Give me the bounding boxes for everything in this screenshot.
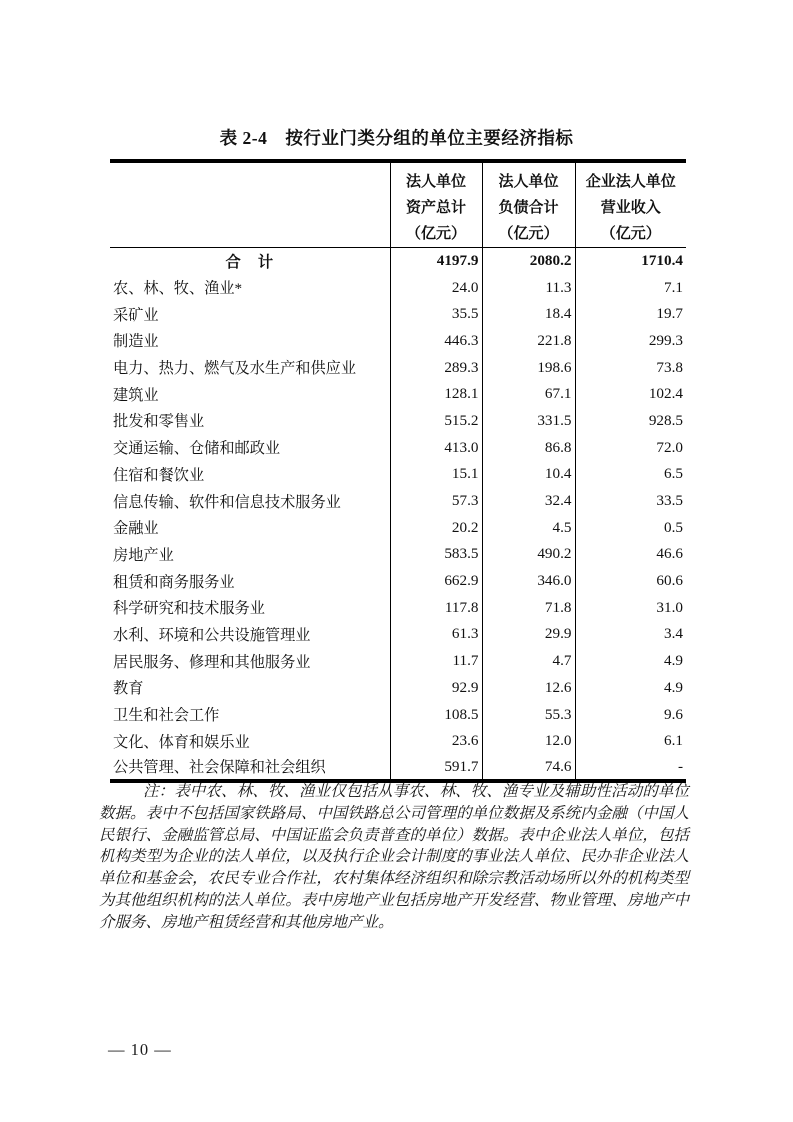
- cell-value: 15.1: [390, 461, 482, 488]
- industry-label: 信息传输、软件和信息技术服务业: [113, 493, 341, 511]
- industry-label: 租赁和商务服务业: [113, 573, 235, 591]
- cell-value: 33.5: [575, 488, 686, 515]
- cell-value: 12.0: [482, 728, 575, 755]
- industry-label: 批发和零售业: [113, 413, 205, 431]
- table-row: [110, 675, 686, 702]
- cell-value: 346.0: [482, 568, 575, 595]
- cell-value: 4.5: [482, 514, 575, 541]
- cell-value: 74.6: [482, 755, 575, 782]
- cell-value: 4197.9: [390, 248, 482, 275]
- table-title: 表 2-4 按行业门类分组的单位主要经济指标: [219, 128, 574, 148]
- header-line: 法人单位: [405, 174, 466, 190]
- industry-label: 采矿业: [113, 306, 159, 324]
- cell-value: 0.5: [575, 514, 686, 541]
- cell-value: 32.4: [482, 488, 575, 515]
- cell-value: 3.4: [575, 621, 686, 648]
- page-number: — 10 —: [108, 1040, 172, 1059]
- cell-value: 11.3: [482, 274, 575, 301]
- cell-value: 46.6: [575, 541, 686, 568]
- table-body: [110, 248, 686, 782]
- industry-label: 住宿和餐饮业: [113, 466, 205, 484]
- header-assets-column: [390, 161, 482, 248]
- cell-value: 73.8: [575, 354, 686, 381]
- cell-value: 18.4: [482, 301, 575, 328]
- total-row: [110, 248, 686, 275]
- cell-value: 299.3: [575, 328, 686, 355]
- industry-label: 公共管理、社会保障和社会组织: [113, 759, 326, 777]
- cell-value: 20.2: [390, 514, 482, 541]
- industry-label: 教育: [113, 680, 144, 698]
- header-line: 资产总计: [405, 200, 466, 216]
- cell-value: 1710.4: [575, 248, 686, 275]
- industry-label: 交通运输、仓储和邮政业: [113, 440, 281, 458]
- table-row: [110, 354, 686, 381]
- cell-value: 128.1: [390, 381, 482, 408]
- cell-value: 446.3: [390, 328, 482, 355]
- table-row: [110, 541, 686, 568]
- header-blank-cell: [110, 161, 390, 248]
- cell-value: 10.4: [482, 461, 575, 488]
- cell-value: 72.0: [575, 434, 686, 461]
- cell-value: 662.9: [390, 568, 482, 595]
- table-header-row: [110, 161, 686, 248]
- industry-label: 科学研究和技术服务业: [113, 600, 265, 618]
- cell-value: 928.5: [575, 408, 686, 435]
- table-row: [110, 434, 686, 461]
- industry-label: 制造业: [113, 333, 159, 351]
- cell-value: 198.6: [482, 354, 575, 381]
- cell-value: 102.4: [575, 381, 686, 408]
- industry-label: 合 计: [225, 253, 275, 271]
- cell-value: 2080.2: [482, 248, 575, 275]
- cell-value: 67.1: [482, 381, 575, 408]
- cell-value: 71.8: [482, 594, 575, 621]
- cell-value: 92.9: [390, 675, 482, 702]
- table-row: [110, 488, 686, 515]
- table-row: [110, 621, 686, 648]
- cell-value: 31.0: [575, 594, 686, 621]
- cell-value: 117.8: [390, 594, 482, 621]
- header-line: （亿元）: [600, 226, 661, 242]
- table-row: [110, 381, 686, 408]
- cell-value: 35.5: [390, 301, 482, 328]
- industry-label: 建筑业: [113, 386, 159, 404]
- cell-value: 4.7: [482, 648, 575, 675]
- table-row: [110, 514, 686, 541]
- table-row: [110, 301, 686, 328]
- cell-value: 11.7: [390, 648, 482, 675]
- cell-value: -: [575, 755, 686, 782]
- cell-value: 108.5: [390, 701, 482, 728]
- cell-value: 331.5: [482, 408, 575, 435]
- cell-value: 413.0: [390, 434, 482, 461]
- table-row: [110, 408, 686, 435]
- table-row: [110, 274, 686, 301]
- cell-value: 19.7: [575, 301, 686, 328]
- economic-indicators-table: [110, 159, 686, 783]
- cell-value: 23.6: [390, 728, 482, 755]
- cell-value: 583.5: [390, 541, 482, 568]
- table-row: [110, 594, 686, 621]
- cell-value: 24.0: [390, 274, 482, 301]
- cell-value: 591.7: [390, 755, 482, 782]
- header-line: （亿元）: [405, 226, 466, 242]
- table-row: [110, 701, 686, 728]
- industry-label: 电力、热力、燃气及水生产和供应业: [113, 360, 356, 378]
- header-line: （亿元）: [498, 226, 559, 242]
- cell-value: 515.2: [390, 408, 482, 435]
- header-liabilities-column: [482, 161, 575, 248]
- table-row: [110, 461, 686, 488]
- cell-value: 61.3: [390, 621, 482, 648]
- cell-value: 490.2: [482, 541, 575, 568]
- table-row: [110, 328, 686, 355]
- table-row: [110, 755, 686, 782]
- cell-value: 12.6: [482, 675, 575, 702]
- cell-value: 9.6: [575, 701, 686, 728]
- industry-label: 金融业: [113, 520, 159, 538]
- cell-value: 29.9: [482, 621, 575, 648]
- cell-value: 57.3: [390, 488, 482, 515]
- industry-label: 房地产业: [113, 546, 174, 564]
- table-note: 注：表中农、林、牧、渔业仅包括从事农、林、牧、渔专业及辅助性活动的单位数据。表中不包括国家铁路局、中国铁路总公司管理的单位数据及系统内金融（中国人民银行、金融监管总局、中国证监会负责普查的单位）数据。表中企业法人单位，包括机构类型为企业的法人单位，以及执行企业会计制度的事业法人单位、民办非企业法人单位和基金会，农民专业合作社，农村集体经济组织和除宗教活动场所以外的机构类型为其他组织机构的法人单位。表中房地产业包括房地产开发经营、物业管理、房地产中介服务、房地产租赁经营和其他房地产业。: [99, 783, 689, 931]
- header-line: 负债合计: [498, 200, 559, 216]
- cell-value: 289.3: [390, 354, 482, 381]
- table-row: [110, 568, 686, 595]
- header-line: 企业法人单位: [585, 174, 676, 190]
- header-line: 法人单位: [498, 174, 559, 190]
- cell-value: 86.8: [482, 434, 575, 461]
- cell-value: 7.1: [575, 274, 686, 301]
- cell-value: 60.6: [575, 568, 686, 595]
- cell-value: 4.9: [575, 648, 686, 675]
- industry-label: 文化、体育和娱乐业: [113, 733, 250, 751]
- cell-value: 221.8: [482, 328, 575, 355]
- header-revenue-column: [575, 161, 686, 248]
- table-row: [110, 648, 686, 675]
- industry-label: 卫生和社会工作: [113, 707, 220, 725]
- header-line: 营业收入: [600, 200, 661, 216]
- industry-label: 水利、环境和公共设施管理业: [113, 626, 311, 644]
- industry-label: 居民服务、修理和其他服务业: [113, 653, 311, 671]
- cell-value: 4.9: [575, 675, 686, 702]
- cell-value: 6.5: [575, 461, 686, 488]
- cell-value: 55.3: [482, 701, 575, 728]
- table-row: [110, 728, 686, 755]
- industry-label: 农、林、牧、渔业*: [113, 280, 243, 298]
- cell-value: 6.1: [575, 728, 686, 755]
